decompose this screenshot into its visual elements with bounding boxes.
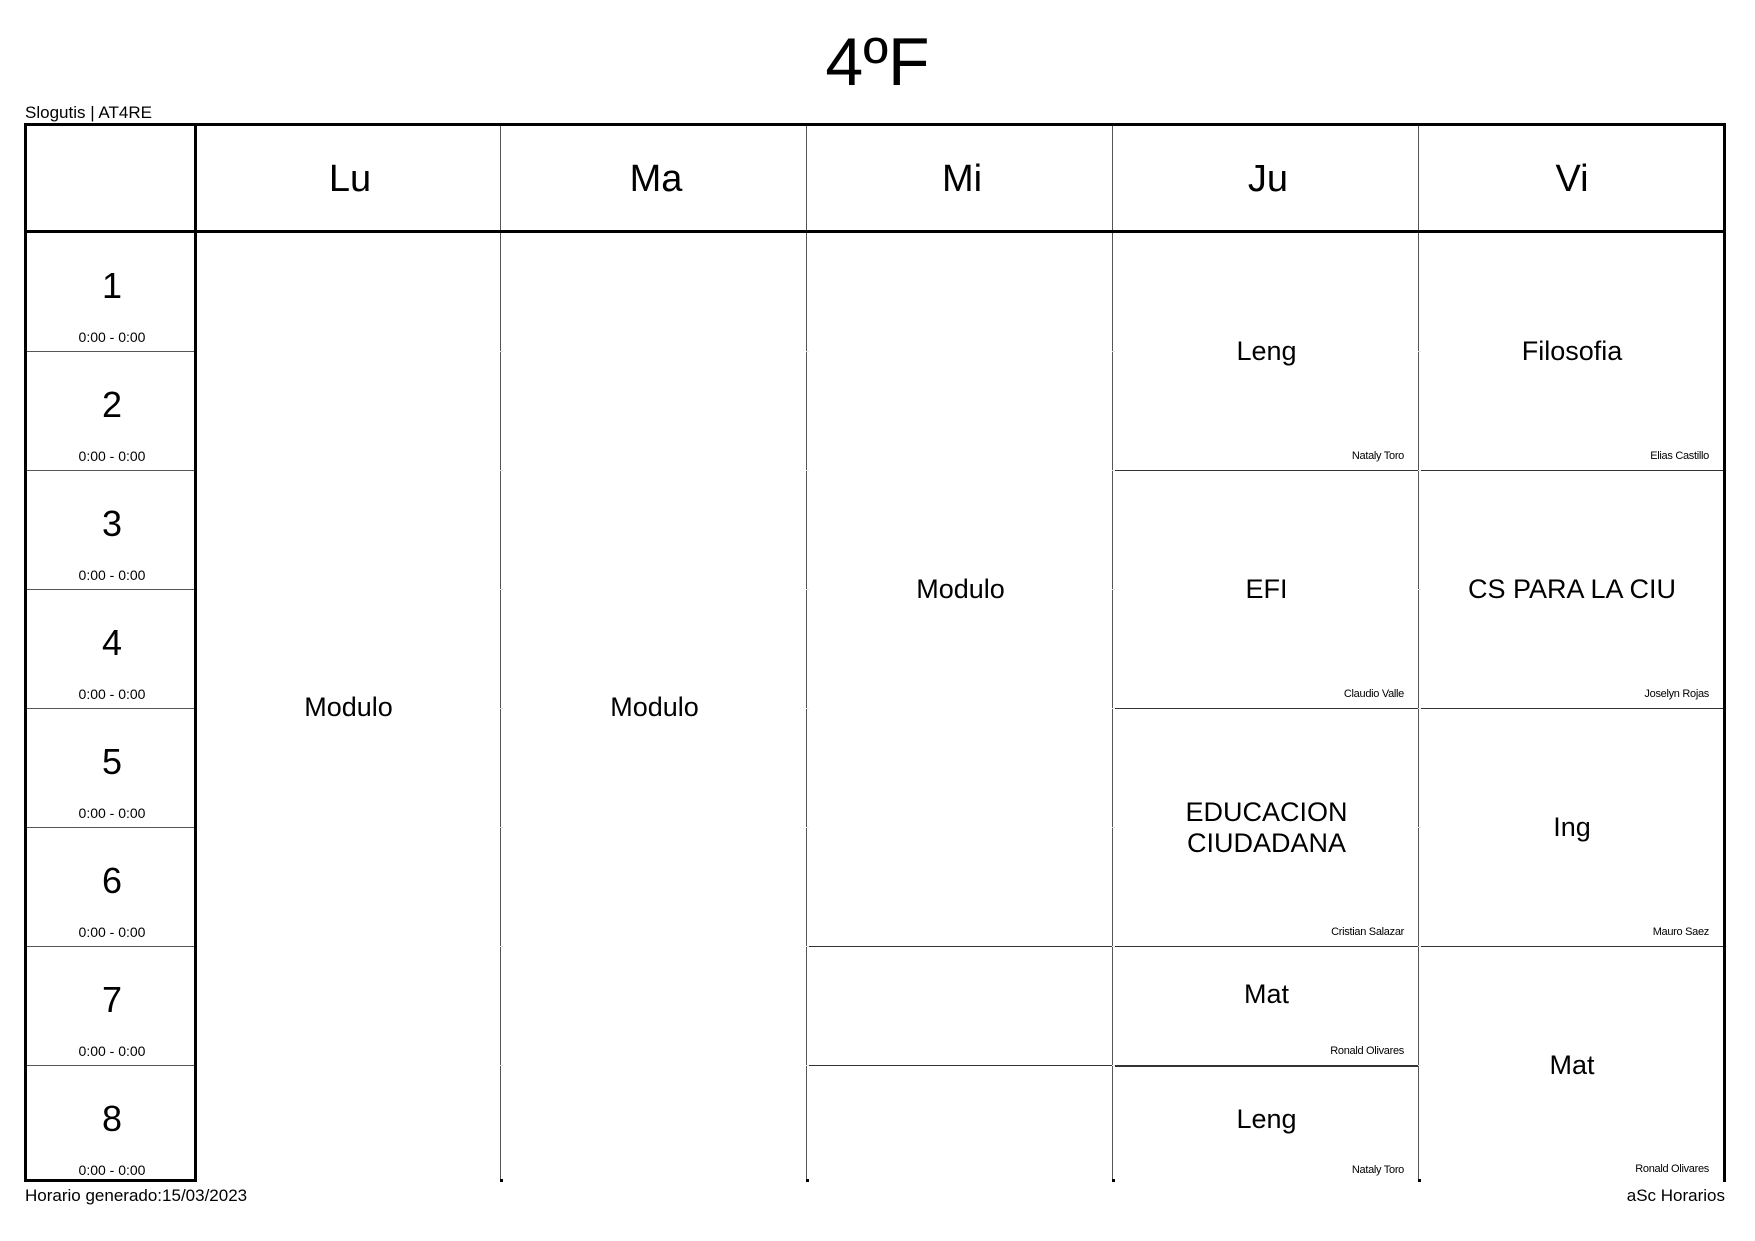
period-time: 0:00 - 0:00 <box>78 1043 146 1059</box>
period-3 <box>27 470 197 589</box>
lesson-cell-ju-8[interactable] <box>1115 1065 1418 1184</box>
school-label: Slogutis | AT4RE <box>25 103 152 122</box>
lesson-subject: EFI <box>1245 574 1288 604</box>
lesson-teacher: Ronald Olivares <box>1330 1045 1404 1057</box>
lesson-cell-vi-1-2[interactable] <box>1421 233 1723 470</box>
period-6 <box>27 827 197 946</box>
day-header-ma: Ma <box>629 157 683 200</box>
lesson-subject: Leng <box>1236 336 1297 366</box>
day-header-mi: Mi <box>941 157 983 200</box>
day-header-lu: Lu <box>328 157 372 200</box>
lesson-subject: Mat <box>1549 1049 1595 1080</box>
day-header-vi: Vi <box>1555 157 1589 200</box>
period-time: 0:00 - 0:00 <box>78 448 146 464</box>
period-time: 0:00 - 0:00 <box>78 1162 146 1178</box>
lesson-cell-mi-1-6[interactable] <box>809 233 1112 946</box>
lesson-cell-vi-3-4[interactable] <box>1421 470 1723 708</box>
period-number: 4 <box>101 622 123 663</box>
period-time: 0:00 - 0:00 <box>78 924 146 940</box>
lesson-cell-ju-1-2[interactable] <box>1115 233 1418 470</box>
lesson-teacher: Cristian Salazar <box>1331 926 1404 938</box>
lesson-cell-ju-3-4[interactable] <box>1115 470 1418 708</box>
lesson-cell-mi-8[interactable] <box>809 1065 1112 1183</box>
period-number: 3 <box>101 503 123 544</box>
period-number: 7 <box>101 979 123 1020</box>
period-1 <box>27 232 197 351</box>
lesson-cell-vi-5-6[interactable] <box>1421 708 1723 946</box>
lesson-subject: EDUCACION CIUDADANA <box>1185 796 1348 858</box>
lesson-cell-vi-7-8[interactable] <box>1421 946 1723 1183</box>
lesson-cell-ju-7[interactable] <box>1115 946 1418 1065</box>
generated-date: Horario generado:15/03/2023 <box>25 1186 248 1205</box>
column-divider <box>1418 126 1419 1179</box>
lesson-cell-mi-7[interactable] <box>809 946 1112 1065</box>
lesson-subject: Filosofia <box>1521 336 1623 366</box>
lesson-teacher: Joselyn Rojas <box>1644 688 1709 700</box>
period-number: 1 <box>101 265 123 306</box>
lesson-subject: Modulo <box>916 574 1005 604</box>
period-time: 0:00 - 0:00 <box>78 805 146 821</box>
period-7 <box>27 946 197 1065</box>
lesson-subject: Ing <box>1553 812 1591 842</box>
period-number: 2 <box>101 384 123 425</box>
period-5 <box>27 708 197 827</box>
software-brand: aSc Horarios <box>1626 1186 1725 1205</box>
lesson-cell-ju-5-6[interactable] <box>1115 708 1418 946</box>
lesson-subject: CS PARA LA CIU <box>1467 574 1677 604</box>
lesson-teacher: Nataly Toro <box>1351 1164 1404 1176</box>
lesson-subject: Modulo <box>304 692 393 722</box>
timetable-grid <box>24 123 1726 1182</box>
timetable-title: 4ºF <box>825 24 930 100</box>
column-divider <box>500 126 501 1179</box>
lesson-teacher: Mauro Saez <box>1652 926 1709 938</box>
period-number: 6 <box>101 860 123 901</box>
lesson-teacher: Claudio Valle <box>1343 688 1404 700</box>
period-time: 0:00 - 0:00 <box>78 686 146 702</box>
lesson-teacher: Ronald Olivares <box>1635 1163 1709 1175</box>
lesson-subject: Leng <box>1236 1104 1297 1134</box>
day-header-ju: Ju <box>1247 157 1289 200</box>
column-divider <box>1112 126 1113 1179</box>
lesson-subject: Mat <box>1243 978 1289 1009</box>
period-time: 0:00 - 0:00 <box>78 329 146 345</box>
period-number: 5 <box>101 741 123 782</box>
period-8 <box>27 1065 197 1184</box>
lesson-cell-ma[interactable] <box>503 233 806 1182</box>
period-4 <box>27 589 197 708</box>
lesson-teacher: Nataly Toro <box>1351 450 1404 462</box>
lesson-subject: Modulo <box>610 692 699 722</box>
lesson-teacher: Elias Castillo <box>1650 450 1709 462</box>
period-2 <box>27 351 197 470</box>
lesson-cell-lu[interactable] <box>197 233 500 1182</box>
column-divider <box>806 126 807 1179</box>
period-time: 0:00 - 0:00 <box>78 567 146 583</box>
period-number: 8 <box>101 1098 123 1139</box>
